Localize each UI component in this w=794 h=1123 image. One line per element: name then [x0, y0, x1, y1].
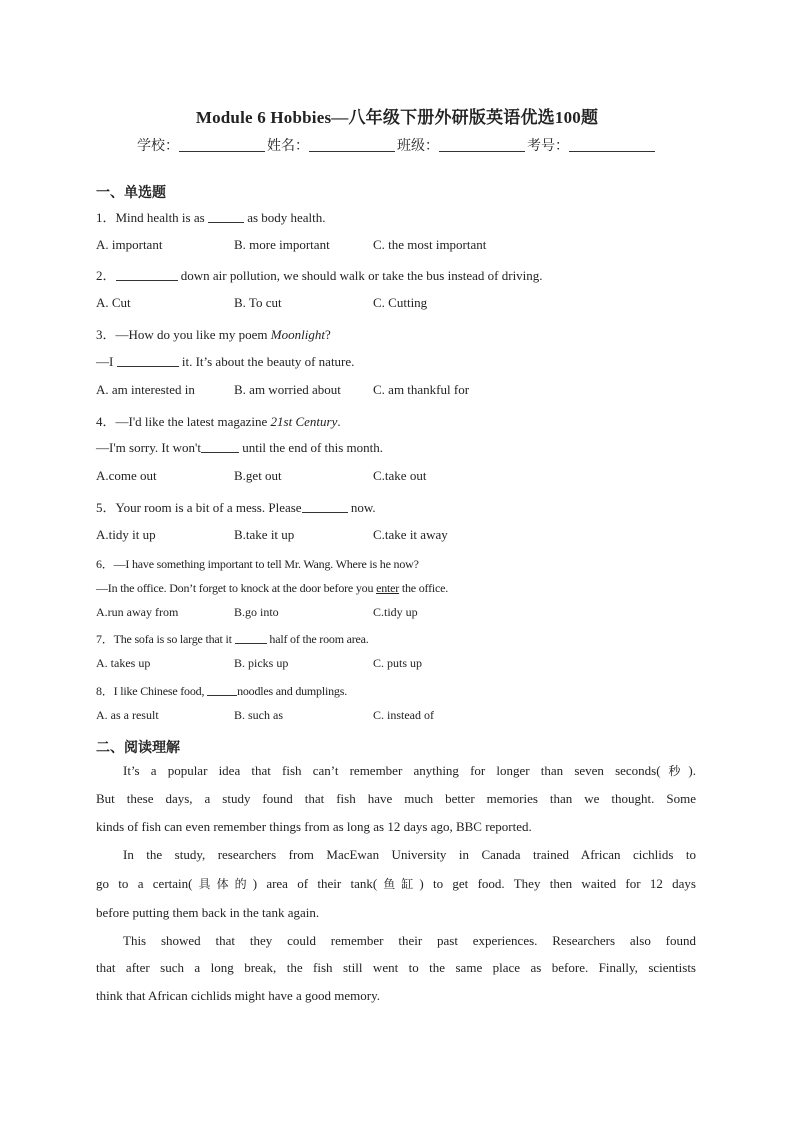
answer-blank [116, 268, 178, 281]
option-b[interactable]: B. such as [234, 708, 283, 722]
option-c[interactable]: C.take it away [373, 527, 448, 542]
option-c[interactable]: C. the most important [373, 237, 487, 252]
option-b[interactable]: B. picks up [234, 656, 289, 670]
question-3-response: —I it. It’s about the beauty of nature. [96, 354, 355, 369]
question-5: 5．Your room is a bit of a mess. Please now. [96, 500, 376, 515]
name-blank[interactable] [309, 137, 395, 152]
answer-blank [207, 683, 237, 696]
answer-blank [117, 354, 179, 367]
school-label: 学校： [137, 138, 179, 154]
exam-no-blank[interactable] [569, 137, 655, 152]
exam-no-label: 考号： [527, 138, 569, 154]
option-a[interactable]: A. takes up [96, 656, 151, 670]
name-label: 姓名： [267, 138, 309, 154]
question-4-response: —I'm sorry. It won't until the end of this month. [96, 440, 384, 455]
passage-line: But these days, a study found that fish have much better memories than we thought. Some [96, 791, 696, 806]
option-a[interactable]: A. Cut [96, 295, 131, 310]
option-b[interactable]: B. To cut [234, 295, 282, 310]
option-b[interactable]: B. am worried about [234, 382, 341, 397]
option-c[interactable]: C. puts up [373, 656, 423, 670]
option-b[interactable]: B.take it up [234, 527, 295, 542]
class-label: 班级： [397, 138, 439, 154]
passage-line: In the study, researchers from MacEwan University in Canada trained African cichlids to [123, 847, 696, 862]
class-blank[interactable] [439, 137, 525, 152]
question-8: 8．I like Chinese food, noodles and dumplings. [96, 684, 347, 698]
option-b[interactable]: B.get out [234, 468, 282, 483]
answer-blank [235, 631, 267, 644]
question-1: 1．Mind health is as as body health. [96, 210, 326, 225]
section-heading-reading: 二、阅读理解 [96, 740, 180, 756]
section-heading-single-choice: 一、单选题 [96, 185, 166, 201]
answer-blank [208, 210, 244, 223]
option-c[interactable]: C.take out [373, 468, 427, 483]
option-a[interactable]: A. important [96, 237, 163, 252]
passage-line: before putting them back in the tank again. [96, 905, 320, 920]
passage-line: that after such a long break, the fish still went to the same place as before. Finally, scientists [96, 960, 696, 975]
passage-line: go to a certain(具体的) area of their tank(鱼缸) to get food. They then waited for 12 days [96, 876, 696, 891]
school-blank[interactable] [179, 137, 265, 152]
question-6-response: —In the office. Don’t forget to knock at the door before you enter the office. [96, 581, 449, 595]
answer-blank [201, 440, 239, 453]
question-3: 3．—How do you like my poem Moonlight? [96, 327, 331, 342]
option-c[interactable]: C.tidy up [373, 605, 418, 619]
question-6: 6．—I have something important to tell Mr. Wang. Where is he now? [96, 557, 419, 571]
option-a[interactable]: A.come out [96, 468, 157, 483]
option-c[interactable]: C. am thankful for [373, 382, 470, 397]
answer-blank [302, 500, 348, 513]
passage-line: This showed that they could remember their past experiences. Researchers also found [123, 933, 696, 948]
question-2: 2． down air pollution, we should walk or take the bus instead of driving. [96, 268, 543, 283]
question-7: 7．The sofa is so large that it half of the room area. [96, 632, 369, 646]
option-c[interactable]: C. Cutting [373, 295, 428, 310]
passage-line: It’s a popular idea that fish can’t remember anything for longer than seven seconds(秒). [123, 763, 696, 778]
passage-line: kinds of fish can even remember things from as long as 12 days ago, BBC reported. [96, 819, 532, 834]
option-a[interactable]: A.tidy it up [96, 527, 156, 542]
option-b[interactable]: B.go into [234, 605, 279, 619]
page-title: Module 6 Hobbies—八年级下册外研版英语优选100题 [195, 108, 599, 127]
option-b[interactable]: B. more important [234, 237, 330, 252]
option-c[interactable]: C. instead of [373, 708, 434, 722]
question-4: 4．—I'd like the latest magazine 21st Century. [96, 414, 341, 429]
option-a[interactable]: A. as a result [96, 708, 159, 722]
passage-line: think that African cichlids might have a good memory. [96, 988, 381, 1003]
option-a[interactable]: A. am interested in [96, 382, 195, 397]
option-a[interactable]: A.run away from [96, 605, 179, 619]
student-info-line [0, 135, 794, 155]
